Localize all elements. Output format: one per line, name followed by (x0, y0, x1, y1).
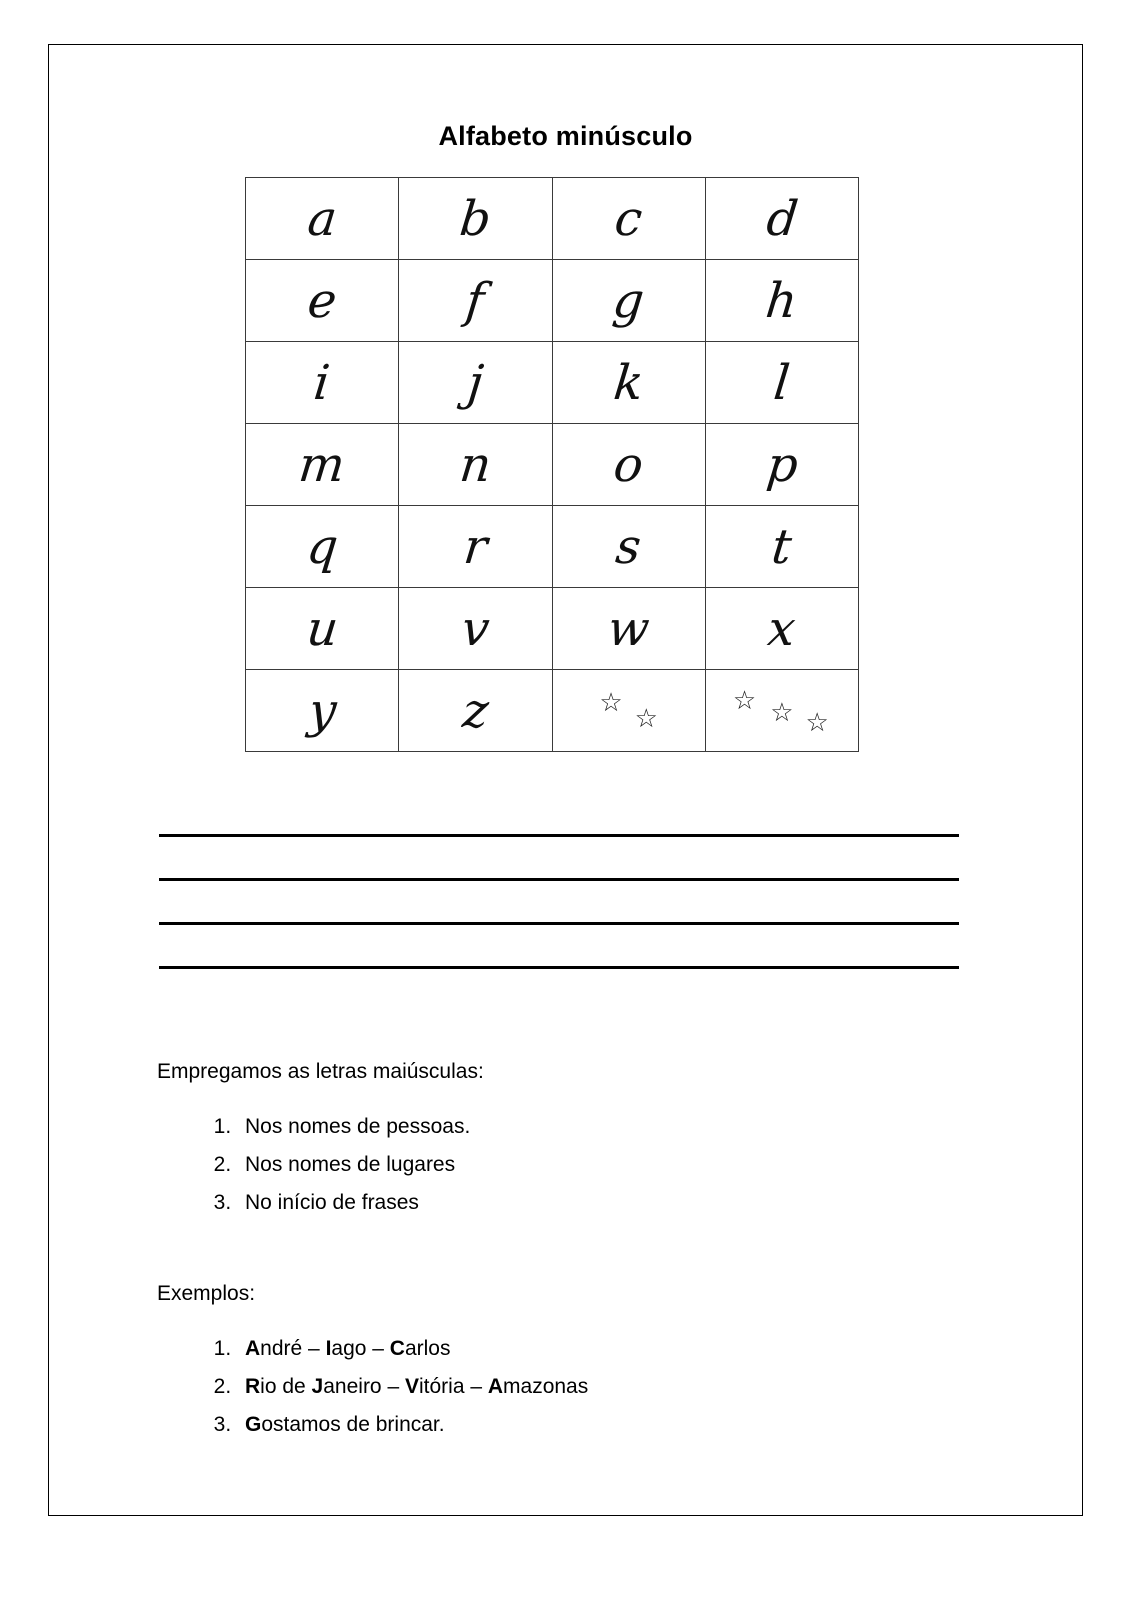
letter-cell-t (705, 506, 858, 588)
table-row (246, 342, 859, 424)
example-text: itória – (418, 1375, 488, 1398)
letter-cell-g (552, 260, 705, 342)
letter-cell-x (705, 588, 858, 670)
letter-cell-k (552, 342, 705, 424)
letter-cell-v (399, 588, 552, 670)
list-item: 3. No início de frases (237, 1191, 470, 1215)
list-item (237, 1375, 588, 1399)
star-icon: ☆☆ (599, 687, 658, 733)
example-initial: C (389, 1337, 405, 1360)
letter-cell-b (399, 178, 552, 260)
writing-line[interactable] (159, 925, 959, 969)
cursive-letter: w (605, 600, 653, 657)
example-initial: V (404, 1375, 419, 1398)
cursive-letter: l (771, 354, 793, 411)
cursive-letter: o (611, 436, 647, 493)
table-row (246, 178, 859, 260)
cursive-letter: k (611, 354, 647, 411)
letter-cell-e (246, 260, 399, 342)
example-initial: R (245, 1375, 261, 1398)
writing-line[interactable] (159, 793, 959, 837)
alphabet-grid (245, 177, 859, 752)
writing-line[interactable] (159, 837, 959, 881)
star-icon: ☆ ☆ ☆ (732, 685, 829, 737)
cursive-letter: g (610, 272, 647, 329)
table-row (246, 506, 859, 588)
example-text: aneiro – (323, 1375, 405, 1398)
example-initial: I (325, 1337, 332, 1360)
example-text: io de (260, 1375, 312, 1398)
cursive-letter: z (459, 682, 491, 739)
list-item: 2. Nos nomes de lugares (237, 1153, 470, 1177)
example-initial: J (311, 1375, 324, 1398)
letter-cell-l (705, 342, 858, 424)
cursive-letter: t (769, 518, 795, 575)
writing-line[interactable] (159, 881, 959, 925)
letter-cell-s (552, 506, 705, 588)
letter-cell-j (399, 342, 552, 424)
cursive-letter: s (613, 518, 644, 575)
cursive-letter: n (456, 436, 494, 493)
decoration-cell-two-stars (552, 670, 705, 752)
example-initial: A (245, 1337, 261, 1360)
example-text: ago – (331, 1337, 390, 1360)
cursive-letter: q (303, 518, 341, 575)
table-row (246, 424, 859, 506)
cursive-letter: b (457, 190, 494, 247)
decoration-cell-three-stars (705, 670, 858, 752)
letter-cell-q (246, 506, 399, 588)
cursive-letter: j (464, 354, 486, 411)
list-item (237, 1413, 588, 1437)
list-item: 1. Nos nomes de pessoas. (237, 1115, 470, 1139)
examples-list (157, 1323, 588, 1437)
intro-text: Empregamos as letras maiúsculas: (157, 1060, 484, 1083)
letter-cell-o (552, 424, 705, 506)
table-row (246, 260, 859, 342)
cursive-letter: c (612, 190, 646, 247)
table-row (246, 588, 859, 670)
letter-cell-a (246, 178, 399, 260)
worksheet-page (48, 44, 1083, 1516)
letter-cell-p (705, 424, 858, 506)
letter-cell-m (246, 424, 399, 506)
cursive-letter: u (303, 600, 341, 657)
cursive-letter: v (458, 600, 492, 657)
example-text: mazonas (503, 1375, 589, 1398)
cursive-letter: f (463, 272, 488, 329)
letter-cell-z (399, 670, 552, 752)
letter-cell-u (246, 588, 399, 670)
cursive-letter: e (304, 272, 340, 329)
cursive-letter: m (296, 436, 348, 493)
letter-cell-n (399, 424, 552, 506)
list-item (237, 1337, 588, 1361)
letter-cell-c (552, 178, 705, 260)
letter-cell-f (399, 260, 552, 342)
letter-cell-w (552, 588, 705, 670)
table-row (246, 670, 859, 752)
rules-list (157, 1101, 470, 1215)
examples-label: Exemplos: (157, 1282, 256, 1305)
example-initial: A (487, 1375, 504, 1398)
example-text: arlos (404, 1337, 451, 1360)
letter-cell-h (705, 260, 858, 342)
cursive-letter: d (763, 190, 801, 247)
letter-cell-r (399, 506, 552, 588)
example-text: ndré – (260, 1337, 326, 1360)
letter-cell-d (705, 178, 858, 260)
cursive-letter: h (763, 272, 801, 329)
cursive-letter: a (304, 190, 340, 247)
example-initial: G (245, 1413, 262, 1436)
cursive-letter: i (311, 354, 333, 411)
page-title: Alfabeto minúsculo (438, 121, 693, 151)
cursive-letter: p (763, 436, 801, 493)
writing-lines (159, 793, 959, 969)
letter-cell-y (246, 670, 399, 752)
cursive-letter: r (460, 518, 490, 575)
cursive-letter: x (765, 600, 799, 657)
example-text: ostamos de brincar. (261, 1413, 445, 1436)
letter-cell-i (246, 342, 399, 424)
cursive-letter: y (305, 682, 339, 739)
